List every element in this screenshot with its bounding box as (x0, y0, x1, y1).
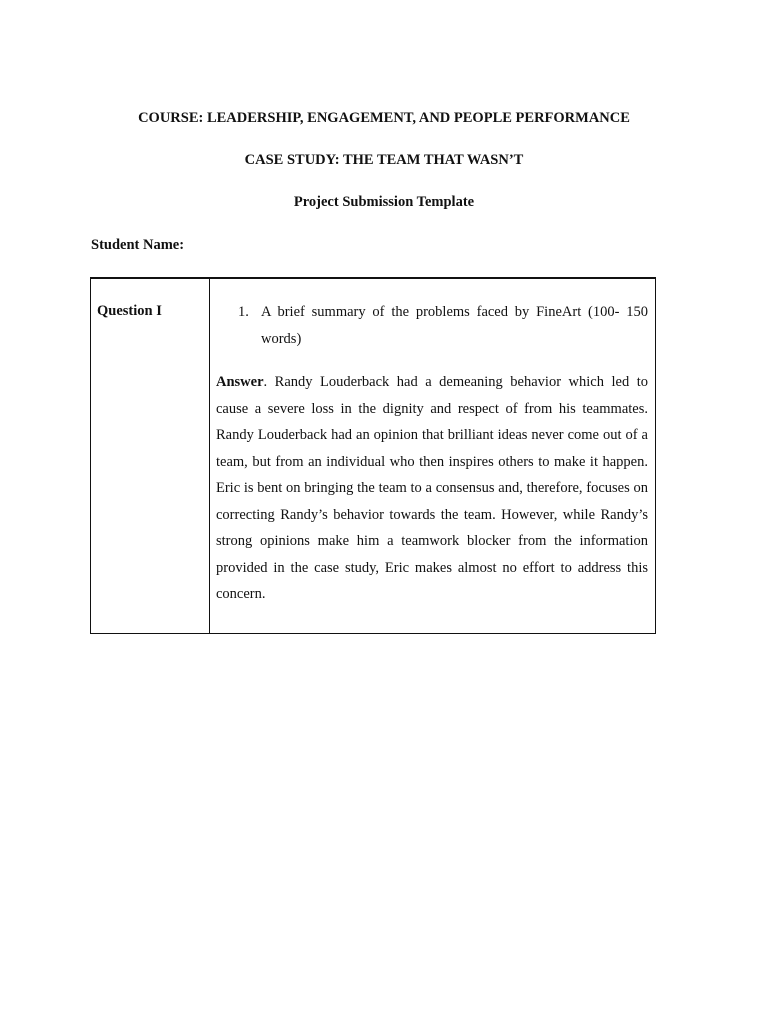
template-title: Project Submission Template (293, 194, 475, 210)
question-number: 1. (238, 304, 249, 320)
answer-text: . Randy Louderback had a demeaning behavior which led to cause a severe loss in the dignity and respect of from his teammates. Randy Louderback had an opinion that brilliant ideas never come out of a team, but from an individual who then inspires others to make it happen. Eric is bent on bringing the team to a consensus and, therefore, focuses on correcting Randy’s behavior towards the team. However, while Randy’s strong opinions make him a teamwork blocker from the information provided in the case study, Eric makes almost no effort to address this concern. (216, 374, 648, 602)
question-text: A brief summary of the problems faced by FineArt (100- 150 words) (261, 304, 648, 347)
question-content-cell (216, 299, 648, 608)
question-answer-table (90, 277, 656, 634)
column-divider (209, 279, 210, 633)
answer-paragraph (216, 369, 648, 608)
question-label: Question I (97, 303, 162, 319)
question-item (216, 299, 648, 352)
student-name-label: Student Name: (91, 237, 185, 253)
case-study-title: CASE STUDY: THE TEAM THAT WASN’T (244, 152, 524, 168)
answer-label: Answer (216, 374, 264, 390)
course-title: COURSE: LEADERSHIP, ENGAGEMENT, AND PEOPLE PERFORMANCE (138, 110, 630, 126)
